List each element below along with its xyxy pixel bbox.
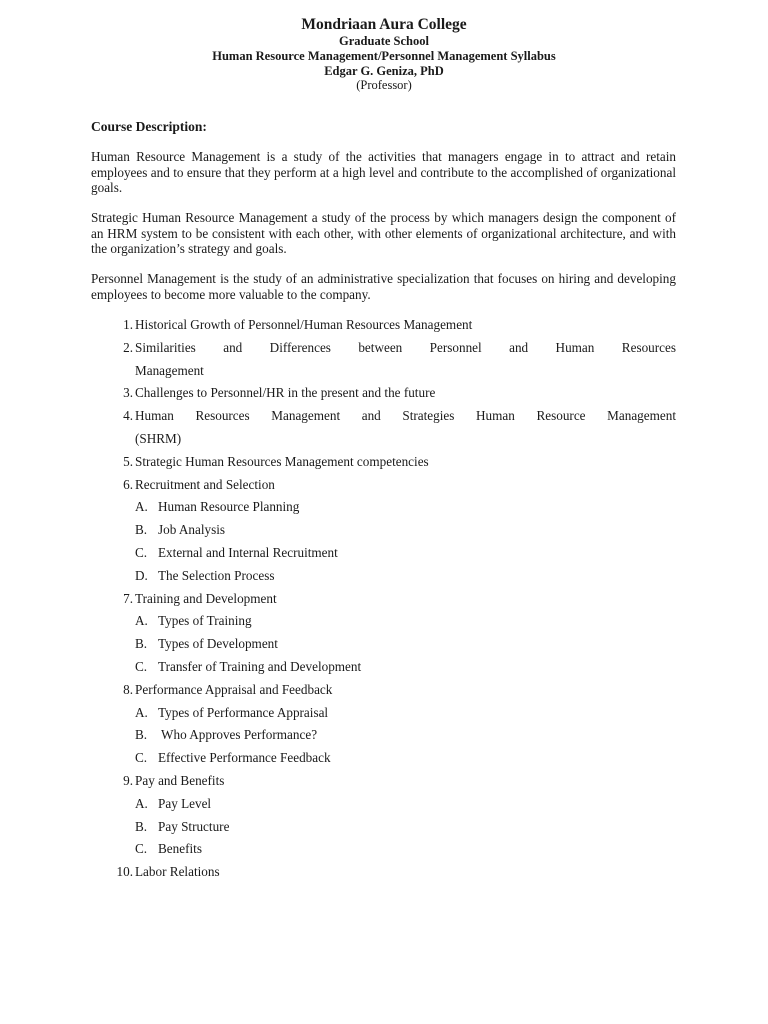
sub-item-text: External and Internal Recruitment bbox=[158, 545, 338, 560]
sub-item-letter: B. bbox=[135, 727, 148, 743]
item-text-continued: (SHRM) bbox=[135, 431, 182, 446]
college-title: Mondriaan Aura College bbox=[301, 16, 467, 33]
sub-item-text: Types of Training bbox=[158, 613, 252, 629]
sub-item-text: Pay Level bbox=[158, 795, 212, 811]
description-paragraph-hrm: Human Resource Management is a study of the activities that managers engage in to attract and retain employees and to ensure that they perform at a high level and contribute to the accomplished of organizational goals. bbox=[91, 149, 676, 195]
item-text: Challenges to Personnel/HR in the present and the future bbox=[135, 385, 436, 401]
sub-item-letter: D. bbox=[135, 567, 148, 583]
sub-item-text: Job Analysis bbox=[158, 522, 226, 538]
sub-item-letter: B. bbox=[135, 818, 148, 834]
school-name: Graduate School bbox=[339, 34, 429, 48]
item-text: Pay and Benefits bbox=[135, 773, 225, 788]
sub-item-letter: B. bbox=[135, 522, 148, 538]
sub-item-letter: B. bbox=[135, 636, 148, 652]
item-text: Recruitment and Selection bbox=[135, 476, 275, 492]
sub-item-text: Effective Performance Feedback bbox=[158, 750, 331, 766]
sub-item-text: Human Resource Planning bbox=[158, 499, 300, 515]
course-title: Human Resource Management/Personnel Management Syllabus bbox=[212, 49, 556, 63]
sub-item-text: Types of Performance Appraisal bbox=[158, 704, 329, 720]
sub-item-letter: A. bbox=[135, 704, 148, 720]
sub-item-letter: C. bbox=[135, 841, 148, 857]
item-text: Labor Relations bbox=[135, 864, 220, 880]
sub-item-text: Transfer of Training and Development bbox=[158, 659, 362, 674]
item-text: Performance Appraisal and Feedback bbox=[135, 681, 333, 697]
professor-name: Edgar G. Geniza, PhD bbox=[324, 64, 444, 78]
item-number: 5. bbox=[123, 453, 133, 469]
sub-item-text: Pay Structure bbox=[158, 818, 230, 834]
item-number: 6. bbox=[123, 476, 133, 492]
professor-role: (Professor) bbox=[356, 78, 412, 92]
sub-item-text: The Selection Process bbox=[158, 567, 275, 583]
item-text-continued: Management bbox=[135, 362, 204, 378]
sub-item-letter: C. bbox=[135, 545, 148, 560]
sub-item-letter: A. bbox=[135, 613, 148, 629]
item-text: Strategic Human Resources Management competencies bbox=[135, 453, 429, 469]
sub-item-text: Types of Development bbox=[158, 636, 278, 652]
item-number: 4. bbox=[123, 408, 133, 424]
description-paragraph-personnel: Personnel Management is the study of an administrative specialization that focuses on hiring and developing employees to become more valuable to the company. bbox=[91, 271, 676, 302]
description-paragraph-shrm: Strategic Human Resource Management a study of the process by which managers design the component of an HRM system to be consistent with each other, with other elements of organizational architecture, and with the organization’s strategy and goals. bbox=[91, 210, 676, 256]
item-number: 1. bbox=[123, 317, 133, 332]
item-number: 3. bbox=[123, 385, 133, 401]
course-description-heading: Course Description: bbox=[91, 119, 207, 134]
item-text: Historical Growth of Personnel/Human Resources Management bbox=[135, 317, 473, 332]
sub-item-letter: C. bbox=[135, 750, 148, 766]
item-number: 9. bbox=[123, 773, 133, 788]
sub-item-text: Benefits bbox=[158, 841, 202, 857]
sub-item-text: Who Approves Performance? bbox=[158, 727, 318, 743]
item-number: 7. bbox=[123, 590, 133, 606]
item-text: Similarities and Differences between Personnel and Human Resources bbox=[135, 339, 676, 355]
item-number: 8. bbox=[123, 681, 133, 697]
sub-item-letter: C. bbox=[135, 659, 148, 674]
item-number: 10. bbox=[116, 864, 133, 880]
sub-item-letter: A. bbox=[135, 499, 148, 515]
item-text: Human Resources Management and Strategies Human Resource Management bbox=[135, 408, 676, 424]
sub-item-letter: A. bbox=[135, 795, 148, 811]
item-text: Training and Development bbox=[135, 590, 277, 606]
item-number: 2. bbox=[123, 339, 133, 355]
